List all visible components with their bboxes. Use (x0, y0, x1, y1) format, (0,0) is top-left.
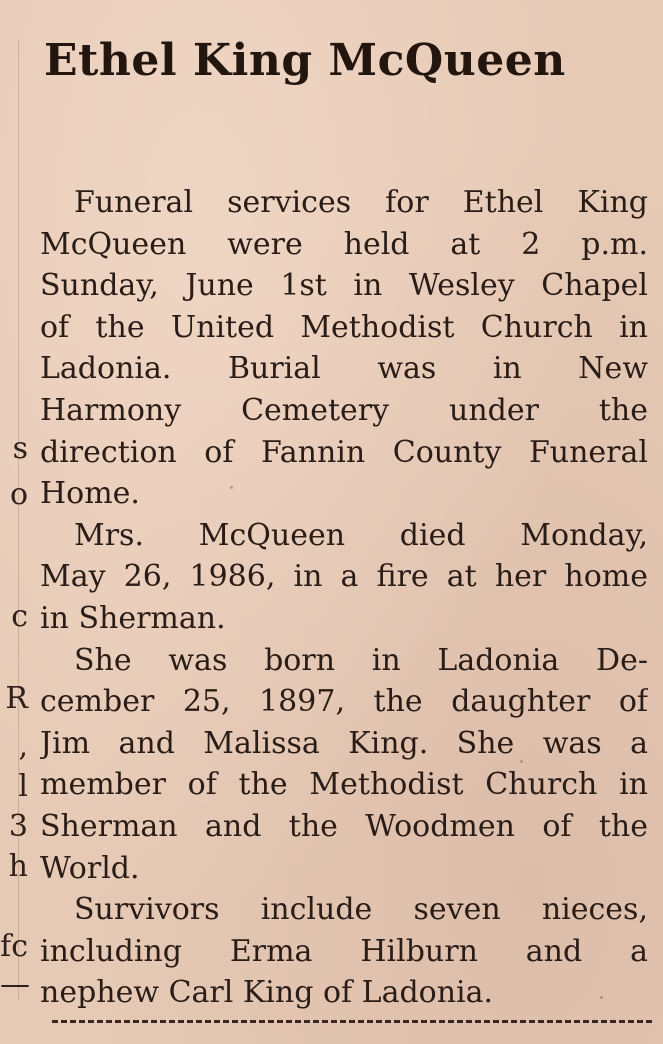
margin-fragment: — (0, 967, 30, 1002)
margin-fragment: 3 (8, 809, 28, 844)
margin-fragment: h (8, 849, 28, 884)
paragraph-1-line: direction of Fannin County Funeral (40, 434, 648, 470)
paragraph-1-line: Funeral services for Ethel King (74, 185, 648, 220)
margin-fragment: o (9, 477, 28, 512)
margin-fragment: l (18, 769, 28, 804)
paragraph-1-line: Sunday, June 1st in Wesley Chapel (40, 268, 648, 304)
obituary-headline: Ethel King McQueen (44, 35, 566, 86)
margin-fragment: c (11, 599, 28, 634)
print-speck (230, 486, 233, 489)
obituary-body (40, 182, 648, 1014)
column-end-rule (52, 1020, 652, 1023)
paragraph-1-line: Harmony Cemetery under the (40, 392, 648, 428)
paragraph-2-line: May 26, 1986, in a fire at her home (40, 559, 648, 595)
margin-fragment: fc (0, 929, 28, 964)
paragraph-3-line: Sherman and the Woodmen of the (40, 808, 648, 844)
paragraph-2-line: Mrs. McQueen died Monday, (74, 517, 648, 553)
paragraph-3-line: member of the Methodist Church in (40, 767, 648, 803)
margin-fragment: R (5, 681, 28, 716)
margin-fragment: , (18, 729, 28, 764)
paragraph-1-line: McQueen were held at 2 p.m. (40, 226, 648, 262)
paragraph-1-line: Home. (40, 476, 140, 512)
paragraph-4-line: nephew Carl King of Ladonia. (40, 975, 494, 1011)
adjacent-column-fragments (0, 0, 30, 1044)
paragraph-1-line: of the United Methodist Church in (40, 309, 648, 345)
paragraph-3-line: Jim and Malissa King. She was a (40, 725, 648, 761)
print-speck (600, 996, 603, 999)
paragraph-2-line: in Sherman. (40, 600, 226, 636)
paragraph-4-line: including Erma Hilburn and a (40, 933, 648, 969)
margin-fragment: s (12, 431, 28, 466)
paragraph-3-line: cember 25, 1897, the daughter of (40, 684, 648, 720)
paragraph-3-line: World. (40, 850, 140, 886)
print-speck (520, 760, 523, 763)
paragraph-4-line: Survivors include seven nieces, (74, 892, 648, 928)
paragraph-1-line: Ladonia. Burial was in New (40, 351, 648, 387)
paragraph-3-line: She was born in Ladonia De- (74, 642, 648, 678)
